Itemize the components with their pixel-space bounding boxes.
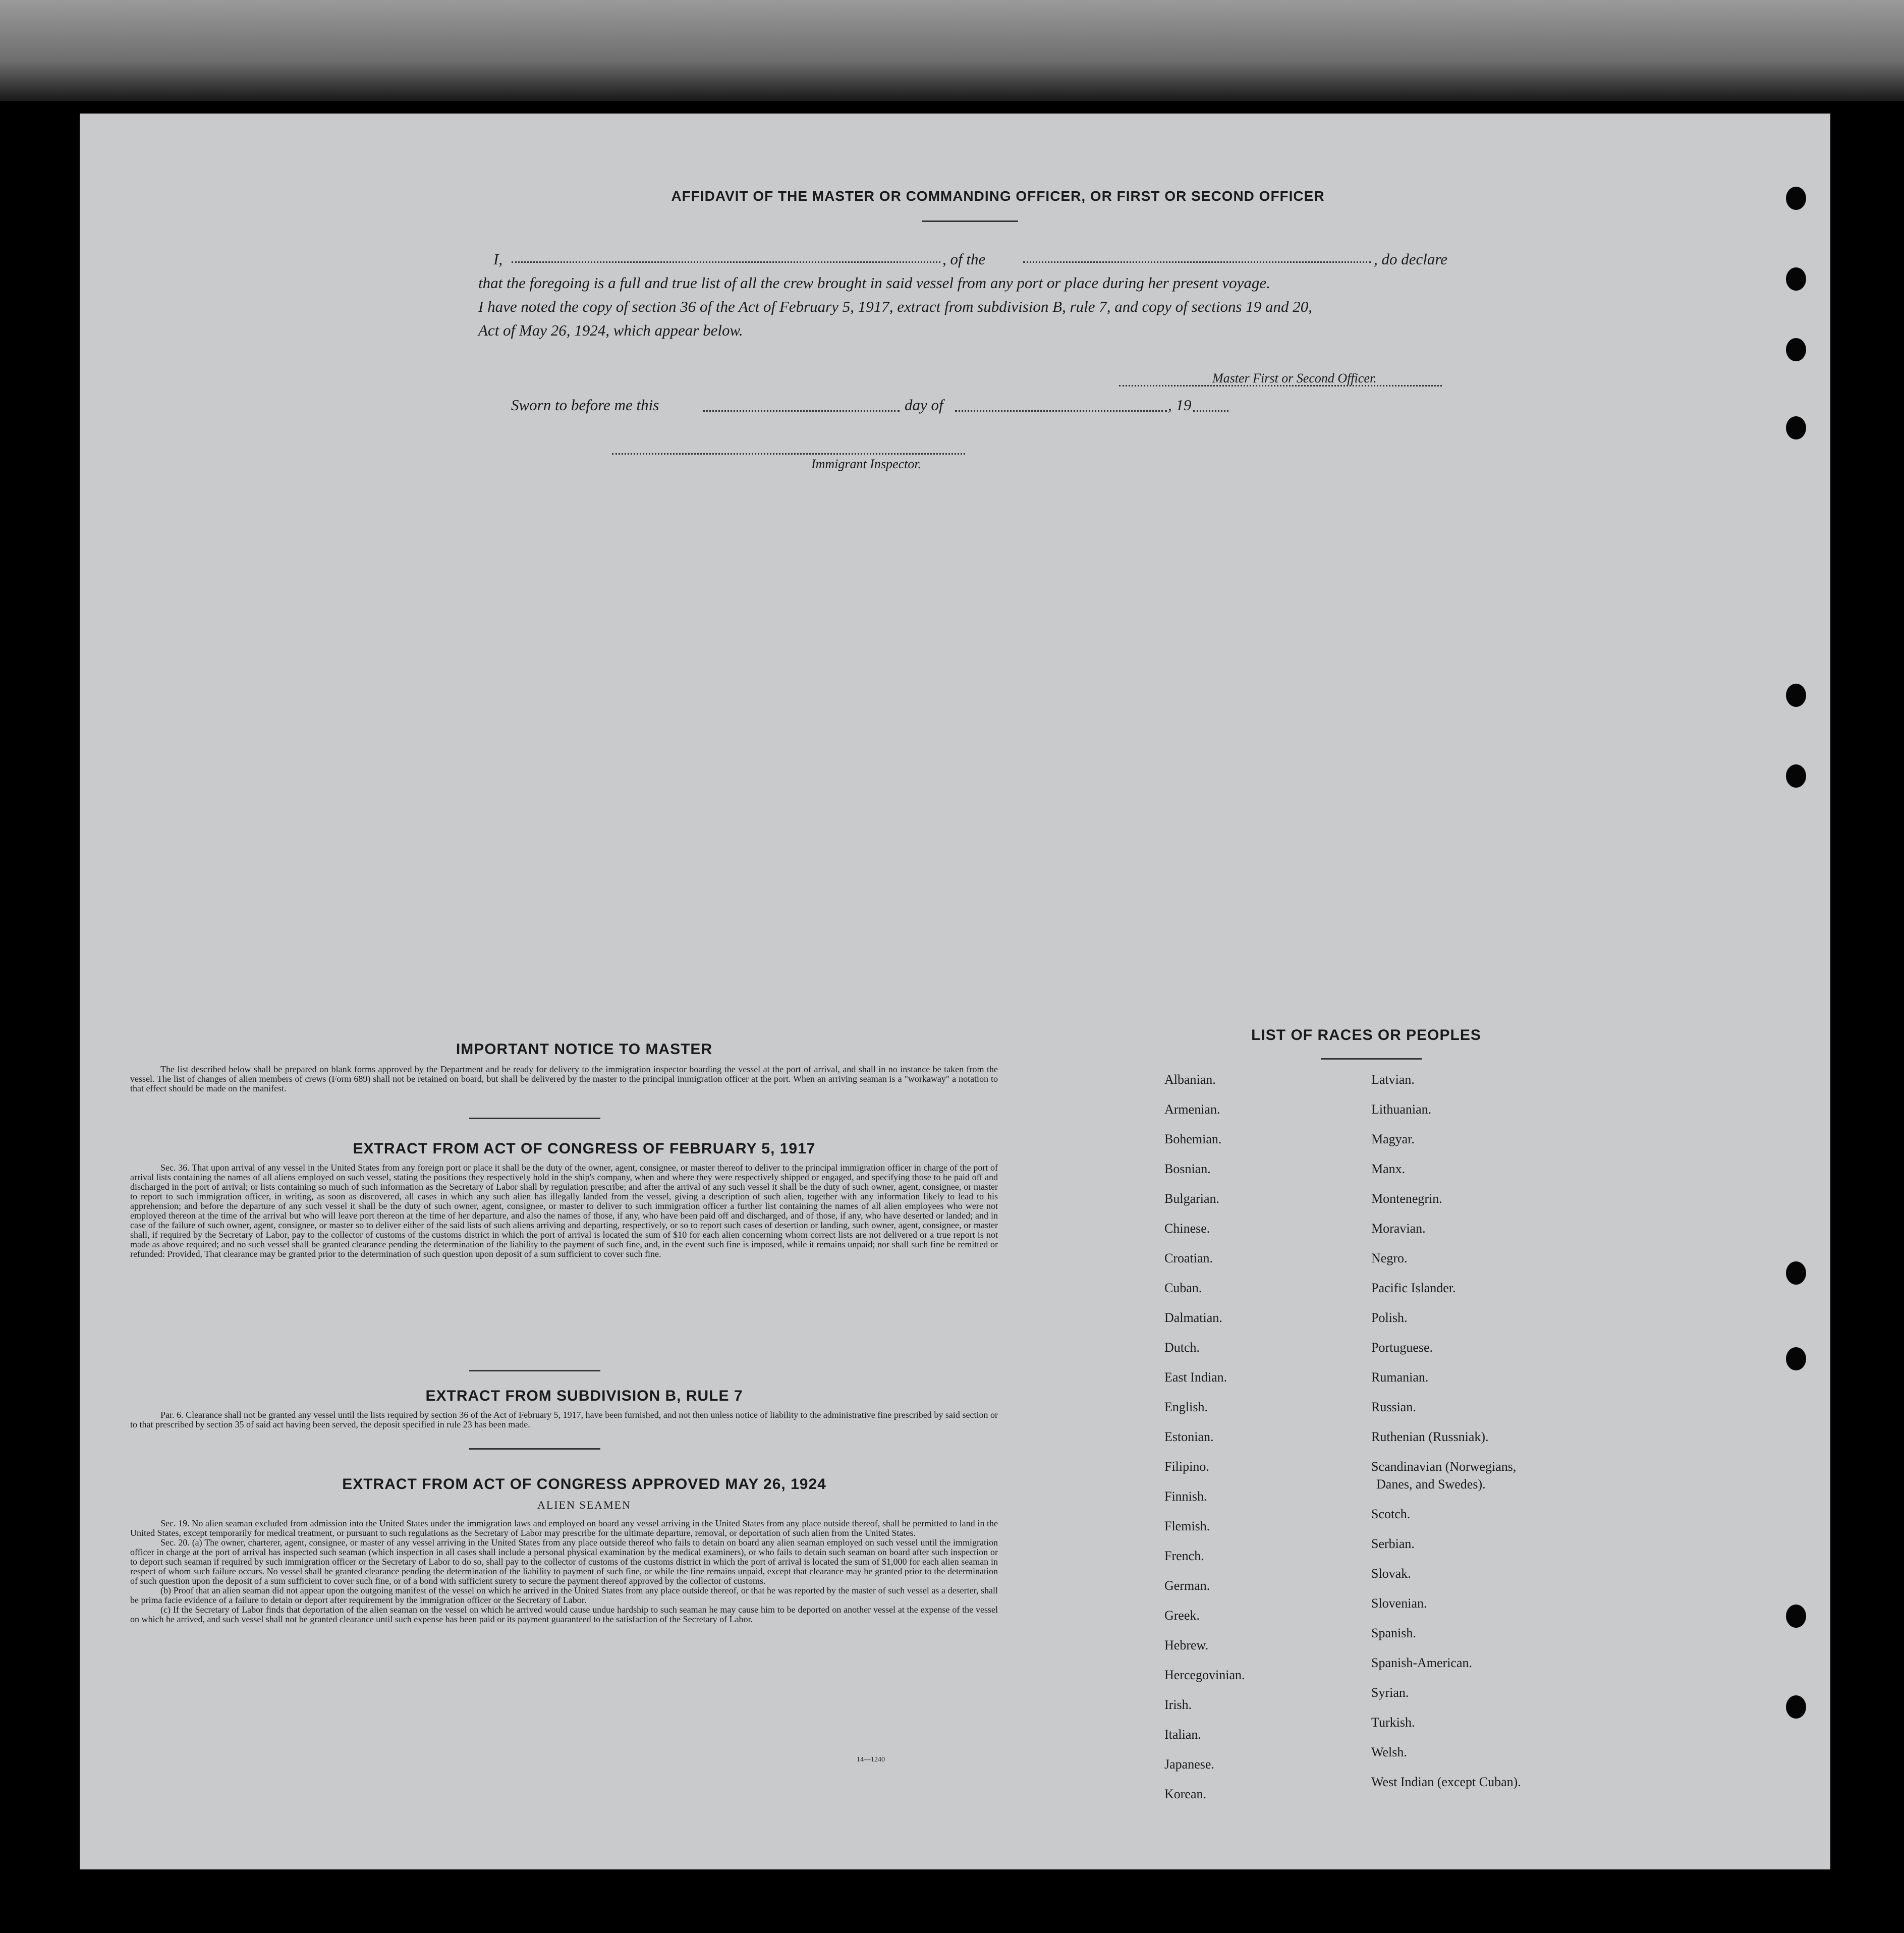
race-item: Scotch. [1371, 1507, 1411, 1521]
race-item: Latvian. [1371, 1072, 1415, 1087]
race-item: English. [1164, 1400, 1208, 1414]
affidavit-of-the: , of the [942, 250, 986, 268]
race-item: German. [1164, 1578, 1210, 1593]
punch-hole [1786, 684, 1806, 707]
race-item: West Indian (except Cuban). [1371, 1775, 1521, 1789]
race-item: Lithuanian. [1371, 1102, 1432, 1117]
punch-hole [1786, 1261, 1806, 1285]
punch-hole [1786, 1695, 1806, 1719]
race-item: Bulgarian. [1164, 1191, 1220, 1206]
race-item: Ruthenian (Russniak). [1371, 1429, 1489, 1444]
race-item: Flemish. [1164, 1519, 1210, 1533]
race-item: Portuguese. [1371, 1340, 1433, 1355]
vessel-name-field[interactable] [1023, 247, 1371, 263]
sworn-year-field[interactable] [1193, 396, 1228, 412]
race-item: Irish. [1164, 1697, 1192, 1712]
extract-1924-sec20a: Sec. 20. (a) The owner, charterer, agent, consignee, or master of any vessel arriving in the United States from any place outside thereof who fails to detain on board any alien seaman employed on such vessel until the immigration officer in charge at the port of arrival has inspected such seaman (which inspection in all cases shall include a personal physical examination by the medical examiners), or who fails to detain such seaman on board after such inspection or to deport such seaman if required by such immigration officer or the Secretary of Labor to do so, shall pay to the collector of customs of the customs district in which the port of arrival is located the sum of $1,000 for each alien seaman in respect of whom such failure occurs. No vessel shall be granted clearance pending the determination of the liability to payment of such fine, or while the fine remains unpaid, except that clearance may be granted prior to the determination of such question upon the deposit of a sum sufficient to cover such fine, or of a bond with sufficient surety to secure the payment thereof approved by the collector of customs. [130, 1537, 998, 1586]
race-item: Cuban. [1164, 1281, 1202, 1295]
form-page [80, 114, 1830, 1869]
race-item: Chinese. [1164, 1221, 1210, 1236]
race-item: Welsh. [1371, 1745, 1407, 1759]
race-item: Syrian. [1371, 1685, 1409, 1700]
affidavit-line-4: Act of May 26, 1924, which appear below. [478, 321, 743, 339]
extract-rule7-title: EXTRACT FROM SUBDIVISION B, RULE 7 [425, 1388, 743, 1404]
race-item: Korean. [1164, 1787, 1207, 1801]
race-item: Magyar. [1371, 1132, 1415, 1146]
affidavit-line-2: that the foregoing is a full and true list of all the crew brought in said vessel from any port or place during her present voyage. [478, 274, 1270, 292]
punch-hole [1786, 1347, 1806, 1370]
extract-1917-title: EXTRACT FROM ACT OF CONGRESS OF FEBRUARY 5, 1917 [353, 1140, 816, 1157]
form-number: 14—1240 [857, 1756, 885, 1763]
extract-rule7-rule [469, 1448, 600, 1450]
race-item: French. [1164, 1549, 1204, 1563]
race-item: Slovenian. [1371, 1596, 1427, 1611]
race-item: Armenian. [1164, 1102, 1220, 1117]
sworn-month-field[interactable] [955, 396, 1167, 412]
race-item: Serbian. [1371, 1536, 1415, 1551]
extract-1924-body [130, 1519, 998, 1624]
races-left-column [1164, 1072, 1336, 1801]
races-title: LIST OF RACES OR PEOPLES [1251, 1027, 1481, 1043]
race-item: Manx. [1371, 1162, 1406, 1176]
affidavit-title-rule [922, 220, 1018, 222]
race-item: Greek. [1164, 1608, 1200, 1623]
master-signature-label: Master First or Second Officer. [1212, 371, 1377, 385]
extract-1924-sec19: Sec. 19. No alien seaman excluded from admission into the United States under the immigration laws and employed on board any vessel arriving in the United States from any place outside thereof, shall be permitted to land in the United States, except temporarily for medical treatment, or pursuant to such regulations as the Secretary of Labor may prescribe for the ultimate departure, removal, or deportation of such alien from the United States. [130, 1518, 998, 1538]
race-item: Polish. [1371, 1310, 1408, 1325]
punch-hole [1786, 764, 1806, 788]
affidavit-i: I, [493, 250, 503, 268]
race-item: Danes, and Swedes). [1376, 1477, 1486, 1492]
race-item: Bohemian. [1164, 1132, 1222, 1146]
affidavit-line-1 [478, 247, 1563, 271]
inspector-signature-field[interactable] [612, 439, 965, 455]
race-item: Filipino. [1164, 1459, 1209, 1474]
punch-hole [1786, 187, 1806, 210]
affidavit-title: AFFIDAVIT OF THE MASTER OR COMMANDING OFFICER, OR FIRST OR SECOND OFFICER [671, 188, 1325, 204]
race-item: Spanish. [1371, 1626, 1416, 1640]
extract-1917-rule [469, 1370, 600, 1371]
race-item: Slovak. [1371, 1566, 1411, 1581]
punch-hole [1786, 416, 1806, 439]
extract-1917-text: Sec. 36. That upon arrival of any vessel in the United States from any foreign port or place it shall be the duty of the owner, agent, consignee, or master thereof to deliver to the principal immigration officer in charge of the port of arrival lists containing the names of all aliens employed on such vessel, stating the positions they respectively hold in the ship's company, when and where they were respectively shipped or engaged, and specifying those to be paid off and discharged in the port of arrival; or lists containing so much of such information as the Secretary of Labor shall by regulation prescribe; and after the arrival of any such vessel it shall be the duty of such owner, agent, consignee, or master to report to such immigration officer, in writing, as soon as discovered, all cases in which any such alien has illegally landed from the vessel, giving a description of such alien, together with any information likely to lead to his apprehension; and before the departure of any such vessel it shall be the duty of such owner, agent, consignee, or master to deliver to such immigration officer a further list containing the names of all alien employees who were not employed thereon at the time of the arrival but who will leave port thereon at the time of her departure, and also the names of those, if any, who have been paid off and discharged, and of those, if any, who have deserted or landed; and in case of the failure of such owner, agent, consignee, or master so to deliver either of the said lists of such aliens arriving and departing, respectively, or so to report such cases of desertion or landing, such owner, agent, consignee, or master shall, if required by the Secretary of Labor, pay to the collector of customs of the customs district in which the port of arrival is located the sum of $10 for each alien concerning whom correct lists are not delivered or a true report is not made as above required; and no such vessel shall be granted clearance pending the determination of the liability to the payment of such fine, and, in the event such fine is imposed, while it remains unpaid; nor shall such fine be remitted or refunded: Provided, That clearance may be granted prior to the determination of such question upon deposit of a sum sufficient to cover such fine. [130, 1163, 998, 1259]
punch-hole [1786, 267, 1806, 291]
race-item: Dalmatian. [1164, 1310, 1222, 1325]
race-item: Moravian. [1371, 1221, 1426, 1236]
race-item: Russian. [1371, 1400, 1416, 1414]
race-item: Scandinavian (Norwegians, [1371, 1459, 1517, 1474]
race-item: Estonian. [1164, 1429, 1214, 1444]
sworn-year-prefix: , 19 [1168, 396, 1192, 414]
race-item: Croatian. [1164, 1251, 1213, 1265]
race-item: Pacific Islander. [1371, 1281, 1456, 1295]
race-item: Japanese. [1164, 1757, 1214, 1772]
notice-rule [469, 1118, 600, 1119]
races-rule [1321, 1058, 1422, 1060]
race-item: Rumanian. [1371, 1370, 1429, 1385]
race-item: East Indian. [1164, 1370, 1227, 1385]
extract-rule7-text: Par. 6. Clearance shall not be granted any vessel until the lists required by section 36 of the Act of February 5, 1917, have been furnished, and not then unless notice of liability to the administrative fine prescribed by said section or to that prescribed by section 35 of said act having been served, the deposit specified in rule 23 has been made. [130, 1410, 998, 1429]
master-name-field[interactable] [512, 247, 940, 263]
race-item: Italian. [1164, 1727, 1201, 1742]
scan-top-strip [0, 0, 1904, 101]
race-item: Hercegovinian. [1164, 1668, 1245, 1682]
races-right-column [1371, 1072, 1613, 1794]
extract-1924-subtitle: ALIEN SEAMEN [537, 1499, 631, 1511]
extract-1924-title: EXTRACT FROM ACT OF CONGRESS APPROVED MAY 26, 1924 [342, 1476, 826, 1493]
punch-hole [1786, 338, 1806, 361]
race-item: Finnish. [1164, 1489, 1207, 1504]
sworn-text: Sworn to before me this [511, 396, 659, 414]
race-item: Bosnian. [1164, 1162, 1211, 1176]
race-item: Hebrew. [1164, 1638, 1209, 1652]
extract-1924-sec20c: (c) If the Secretary of Labor finds that deportation of the alien seaman on the vessel on which he arrived would cause undue hardship to such seaman he may cause him to be deported on another vessel at the expense of the vessel on which he arrived, and such vessel shall not be granted clearance until such expense has been paid or its payment guaranteed to the satisfaction of the Secretary of Labor. [130, 1605, 998, 1624]
punch-hole [1786, 1605, 1806, 1628]
race-item: Negro. [1371, 1251, 1408, 1265]
sworn-day-of: day of [905, 396, 943, 414]
affidavit-do-declare: , do declare [1374, 250, 1448, 268]
sworn-day-field[interactable] [703, 396, 900, 412]
inspector-signature-label: Immigrant Inspector. [811, 457, 922, 471]
race-item: Spanish-American. [1371, 1655, 1473, 1670]
race-item: Dutch. [1164, 1340, 1200, 1355]
notice-title: IMPORTANT NOTICE TO MASTER [456, 1041, 713, 1058]
notice-text: The list described below shall be prepared on blank forms approved by the Department and be ready for delivery to the immigration inspector boarding the vessel at the port of arrival, and shall in no instance be taken from the vessel. The list of changes of alien members of crews (Form 689) shall not be retained on board, but shall be delivered by the master to the principal immigration officer at the port. When an arriving seaman is a "workaway" a notation to that effect should be made on the manifest. [130, 1064, 998, 1093]
affidavit-line-3: I have noted the copy of section 36 of the Act of February 5, 1917, extract from subdivision B, rule 7, and copy of sections 19 and 20, [478, 298, 1313, 315]
extract-1924-sec20b: (b) Proof that an alien seaman did not appear upon the outgoing manifest of the vessel on which he arrived in the United States from any place outside thereof, or that he was reported by the master of such vessel as a deserter, shall be prima facie evidence of a failure to detain or deport after requirement by the immigration officer or the Secretary of Labor. [130, 1585, 998, 1605]
race-item: Turkish. [1371, 1715, 1415, 1730]
race-item: Albanian. [1164, 1072, 1216, 1087]
sworn-line [511, 396, 1318, 419]
race-item: Montenegrin. [1371, 1191, 1442, 1206]
affidavit-body [478, 247, 1563, 342]
